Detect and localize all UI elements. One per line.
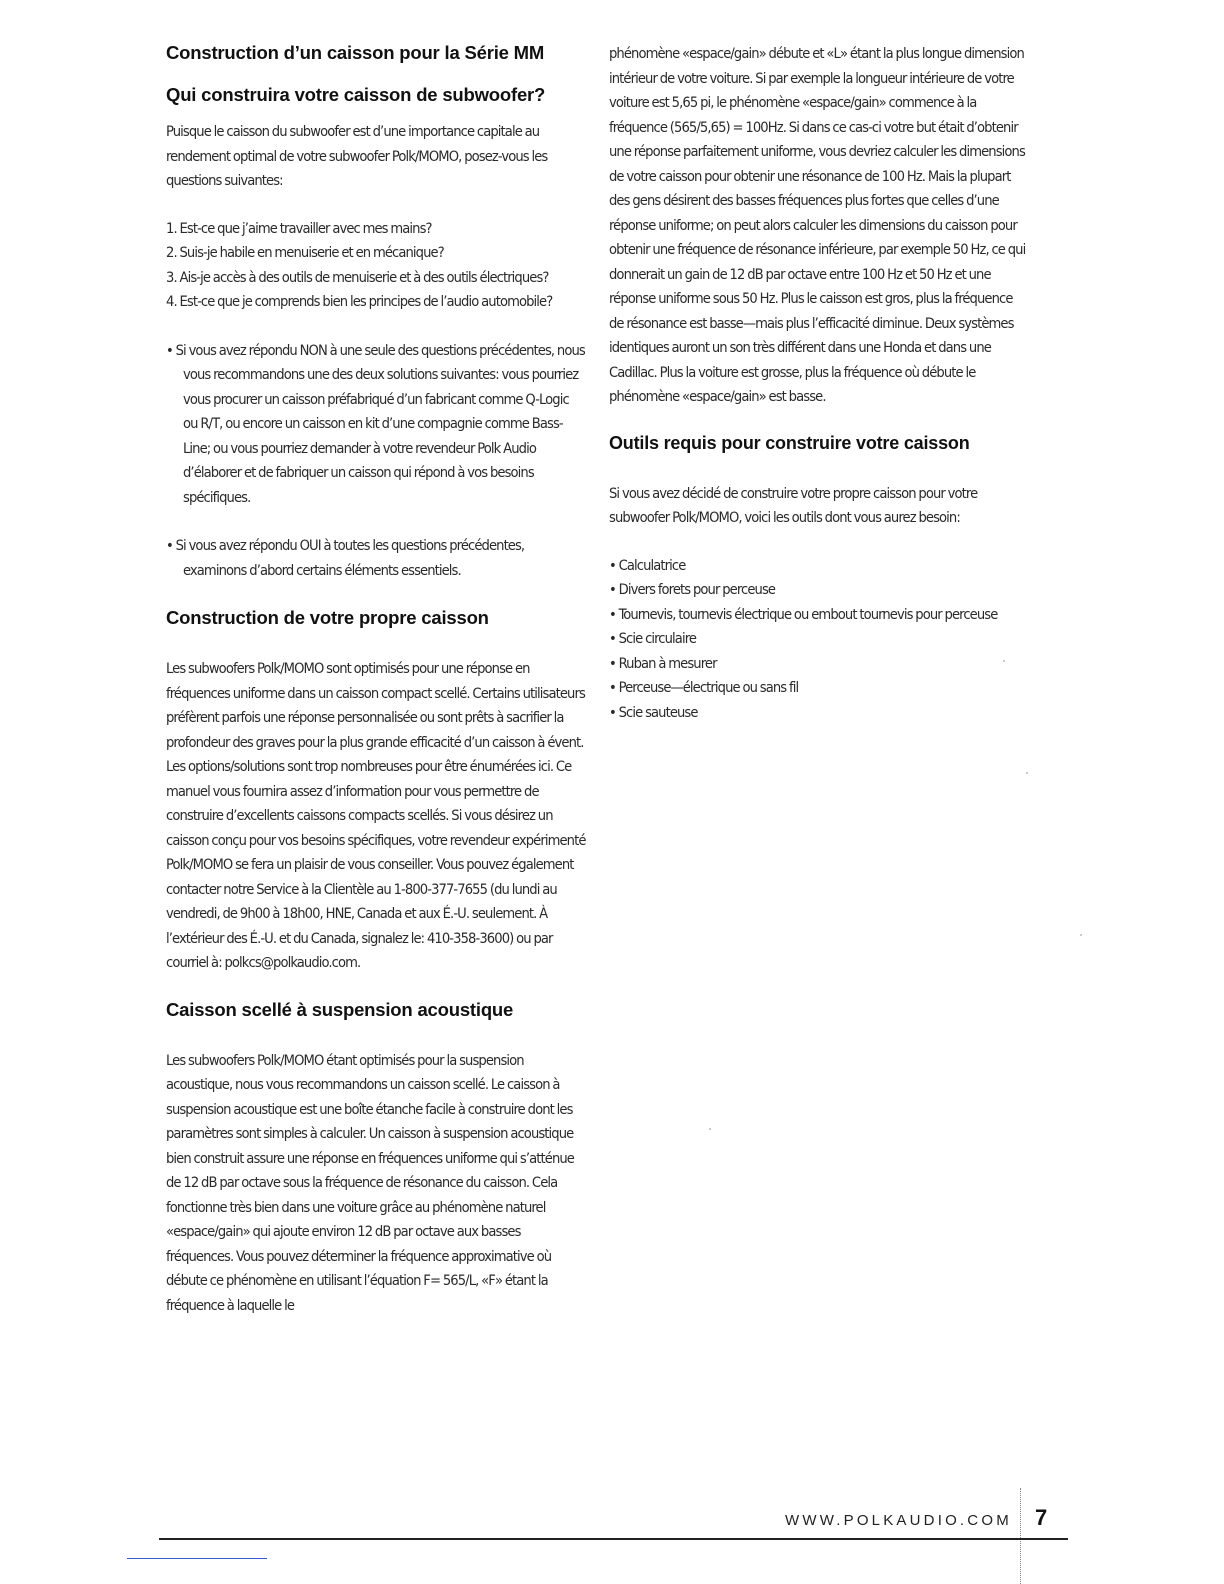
- question-item: 3. Ais-je accès à des outils de menuiserie et à des outils électriques?: [166, 268, 549, 286]
- tools-intro-paragraph: Si vous avez décidé de construire votre propre caisson pour votre subwoofer Polk/MOMO, voici les outils dont vous aurez besoin:: [609, 484, 978, 526]
- tool-item: • Scie circulaire: [609, 630, 697, 647]
- intro-paragraph: Puisque le caisson du subwoofer est d’une importance capitale au rendement optimal de votre subwoofer Polk/MOMO, posez-vous les questions suivantes:: [166, 123, 548, 189]
- construction-paragraph: Les subwoofers Polk/MOMO sont optimisés pour une réponse en fréquences uniforme dans un caisson compact scellé. Certains utilisateurs préfèrent parfois une réponse personnalisée ou sont prêts à sacrifier la profondeur des graves pour la plus grande efficacité d’un caisson à évent. Les options/solutions sont trop nombreuses pour être énumérées ici. Ce manuel vous fournira assez d’information pour vous permettre de construire d’excellents caissons compacts scellés. Si vous désirez un caisson conçu pour vos besoins spécifiques, votre revendeur expérimenté Polk/MOMO se fera un plaisir de vous conseiller. Vous pouvez également contacter notre Service à la Clientèle au 1-800-377-7655 (du lundi au vendredi, de 9h00 à 18h00, HNE, Canada et aux É.-U. seulement. À l’extérieur des É.-U. et du Canada, signalez le: 410-358-3600) ou par courriel à: polkcs@polkaudio.com.: [166, 660, 586, 971]
- scan-mark: [127, 1558, 267, 1559]
- continued-paragraph: phénomène «espace/gain» débute et «L» étant la plus longue dimension intérieur de votre voiture. Si par exemple la longueur intérieure de votre voiture est 5,65 pi, le phénomène «espace/gain» commence à la fréquence (565/5,65) = 100Hz. Si dans ce cas-ci votre but était d’obtenir une réponse parfaitement uniforme, vous devriez calculer les dimensions de votre caisson pour obtenir une résonance de 100 Hz. Mais la plupart des gens désirent des basses fréquences plus fortes que celles d’une réponse uniforme; on peut alors calculer les dimensions du caisson pour obtenir une fréquence de résonance inférieure, par exemple 50 Hz, ce qui donnerait un gain de 12 dB par octave entre 100 Hz et 50 Hz et une réponse uniforme sous 50 Hz. Plus le caisson est gros, plus la fréquence de résonance est basse—mais plus l’efficacité diminue. Deux systèmes identiques auront un son très différent dans une Honda et dans une Cadillac. Plus la voiture est grosse, plus la fréquence où débute le phénomène «espace/gain» est basse.: [609, 45, 1026, 405]
- question-item: 2. Suis-je habile en menuiserie et en mécanique?: [166, 244, 444, 261]
- questions-list: [166, 217, 586, 315]
- section-heading-construction: Construction de votre propre caisson: [166, 607, 489, 628]
- scan-speck: [1026, 772, 1028, 774]
- bullet-yes: • Si vous avez répondu OUI à toutes les questions précédentes, examinons d’abord certains éléments essentiels.: [166, 537, 525, 579]
- question-item: 1. Est-ce que j’aime travailler avec mes mains?: [166, 219, 432, 237]
- tool-item: • Divers forets pour perceuse: [609, 581, 776, 598]
- left-column: [166, 42, 586, 1341]
- tool-item: • Ruban à mesurer: [609, 654, 717, 672]
- scan-speck: [1080, 934, 1082, 936]
- scan-speck: [709, 1128, 711, 1130]
- scan-speck: [1003, 660, 1005, 662]
- footer-rule: [159, 1538, 1068, 1540]
- section-heading-sealed: Caisson scellé à suspension acoustique: [166, 998, 514, 1020]
- tool-item: • Scie sauteuse: [609, 703, 698, 721]
- page-title: Construction d’un caisson pour la Série MM: [166, 42, 545, 63]
- section-heading-tools: Outils requis pour construire votre caisson: [609, 432, 970, 453]
- page-number: 7: [1035, 1505, 1048, 1530]
- tool-item: • Calculatrice: [609, 556, 686, 574]
- tools-list: [609, 554, 1029, 726]
- question-item: 4. Est-ce que je comprends bien les principes de l’audio automobile?: [166, 293, 553, 310]
- footer-divider-vertical: [1020, 1488, 1021, 1584]
- bullet-no: • Si vous avez répondu NON à une seule des questions précédentes, nous vous recommandons une des deux solutions suivantes: vous pourriez vous procurer un caisson préfabriqué d’un fabricant comme Q-Logic ou R/T, ou encore un caisson en kit d’une compagnie comme Bass-Line; ou vous pourriez demander à votre revendeur Polk Audio d’élaborer et de fabriquer un caisson qui répond à vos besoins spécifiques.: [166, 341, 585, 506]
- tool-item: • Tournevis, tournevis électrique ou embout tournevis pour perceuse: [609, 605, 998, 623]
- footer-url: WWW.POLKAUDIO.COM: [785, 1512, 1012, 1529]
- section-heading-who-builds: Qui construira votre caisson de subwoofer?: [166, 84, 546, 105]
- sealed-paragraph: Les subwoofers Polk/MOMO étant optimisés pour la suspension acoustique, nous vous recommandons un caisson scellé. Le caisson à suspension acoustique est une boîte étanche facile à construire dont les paramètres sont simples à calculer. Un caisson à suspension acoustique bien construit assure une réponse en fréquences uniforme qui s’atténue de 12 dB par octave sous la fréquence de résonance du caisson. Cela fonctionne très bien dans une voiture grâce au phénomène naturel «espace/gain» qui ajoute environ 12 dB par octave aux basses fréquences. Vous pouvez déterminer la fréquence approximative où débute ce phénomène en utilisant l’équation F= 565/L, «F» étant la fréquence à laquelle le: [166, 1051, 574, 1314]
- tool-item: • Perceuse—électrique ou sans fil: [609, 679, 799, 696]
- answer-bullets: [166, 339, 586, 584]
- right-column: [609, 42, 1029, 725]
